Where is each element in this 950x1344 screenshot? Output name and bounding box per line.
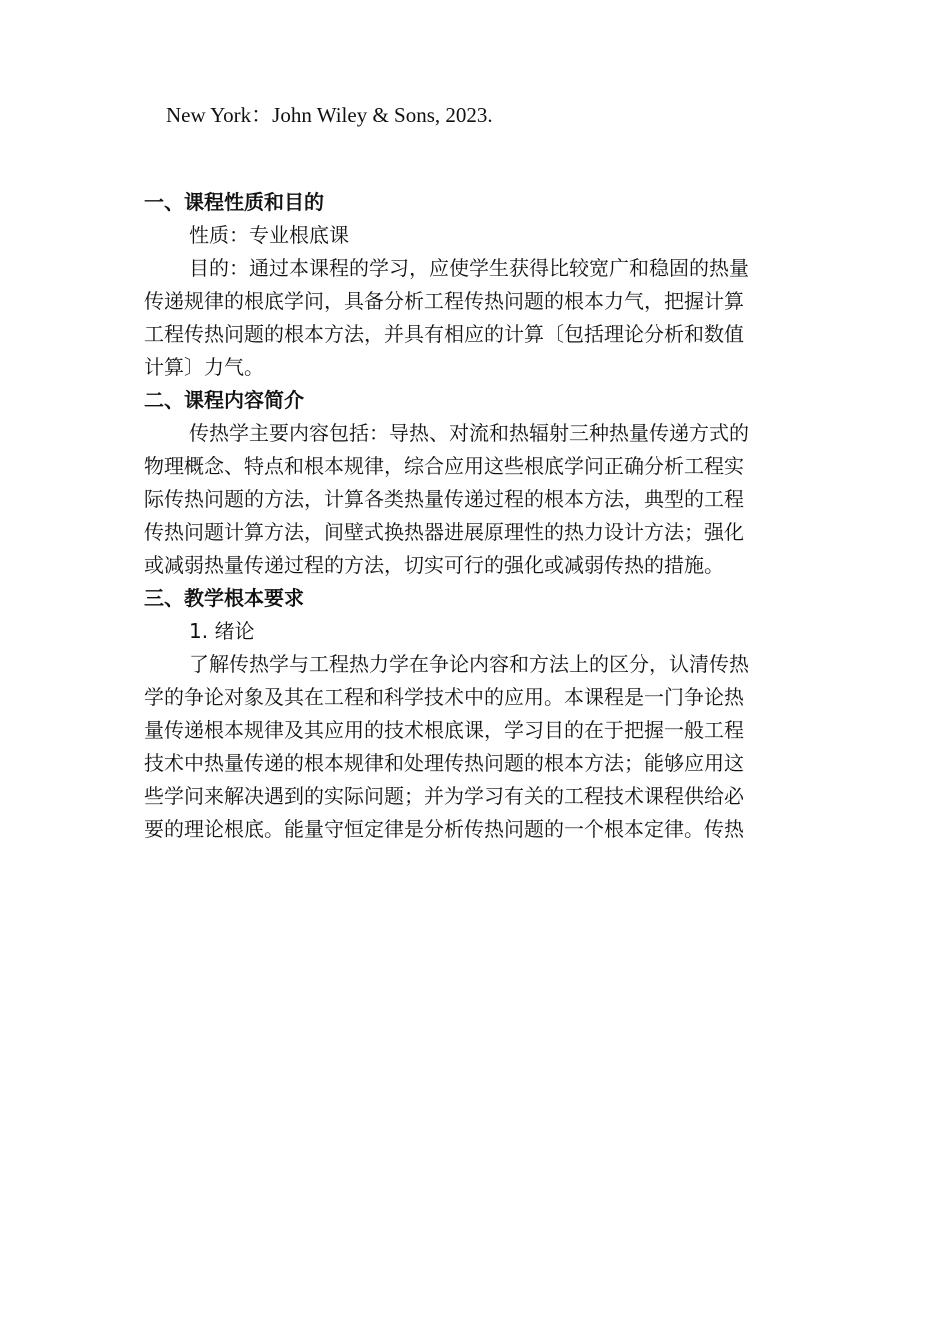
paragraph-line: 些学问来解决遇到的实际问题；并为学习有关的工程技术课程供给必: [144, 784, 744, 808]
paragraph-line: 工程传热问题的根本方法，并具有相应的计算〔包括理论分析和数值: [144, 322, 744, 346]
reference-citation: New York：John Wiley & Sons, 2023.: [166, 103, 493, 127]
document-body: [144, 186, 810, 846]
paragraph-line: 目的：通过本课程的学习，应使学生获得比较宽广和稳固的热量: [189, 256, 749, 280]
course-nature-text: 性质：专业根底课: [189, 223, 349, 247]
paragraph-line: 计算〕力气。: [144, 355, 264, 379]
section-heading-teaching-requirements: 三、教学根本要求: [144, 586, 304, 610]
paragraph-line: 量传递根本规律及其应用的技术根底课，学习目的在于把握一般工程: [144, 718, 744, 742]
paragraph-line: 或减弱热量传递过程的方法，切实可行的强化或减弱传热的措施。: [144, 553, 724, 577]
paragraph-line: 物理概念、特点和根本规律，综合应用这些根底学问正确分析工程实: [144, 454, 744, 478]
section-heading-course-nature: 一、课程性质和目的: [144, 190, 324, 214]
paragraph-line: 传热学主要内容包括：导热、对流和热辐射三种热量传递方式的: [189, 421, 749, 445]
paragraph-line: 传递规律的根底学问，具备分析工程传热问题的根本力气，把握计算: [144, 289, 744, 313]
section-heading-course-content: 二、课程内容简介: [144, 388, 304, 412]
paragraph-line: 技术中热量传递的根本规律和处理传热问题的根本方法；能够应用这: [144, 751, 744, 775]
subsection-heading-introduction: 1. 绪论: [189, 619, 255, 643]
paragraph-line: 传热问题计算方法，间壁式换热器进展原理性的热力设计方法；强化: [144, 520, 744, 544]
paragraph-line: 了解传热学与工程热力学在争论内容和方法上的区分，认清传热: [189, 652, 749, 676]
paragraph-line: 际传热问题的方法，计算各类热量传递过程的根本方法，典型的工程: [144, 487, 744, 511]
paragraph-line: 要的理论根底。能量守恒定律是分析传热问题的一个根本定律。传热: [144, 817, 744, 841]
paragraph-line: 学的争论对象及其在工程和科学技术中的应用。本课程是一门争论热: [144, 685, 744, 709]
